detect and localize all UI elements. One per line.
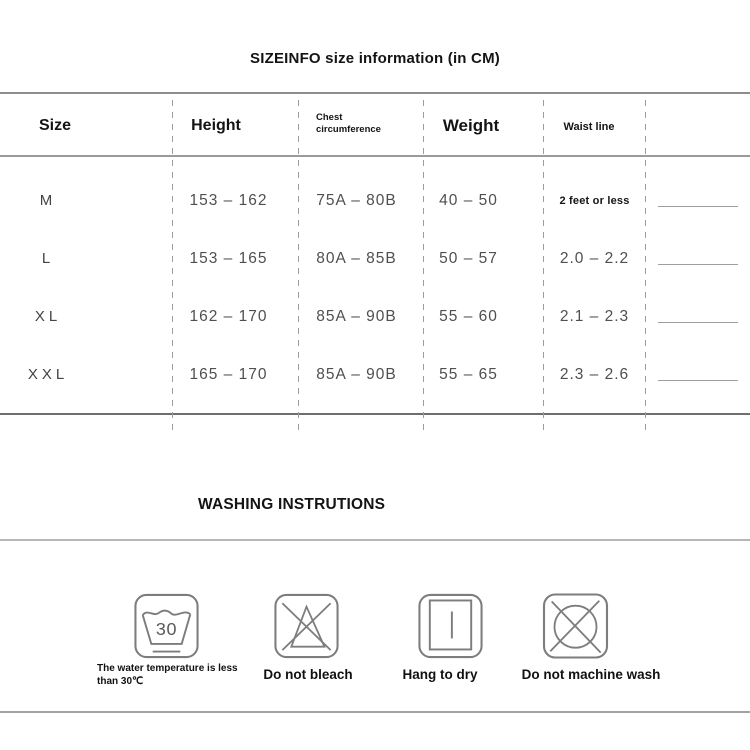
header-waistline: Waist line [563, 121, 615, 133]
chest-cell: 85A – 90B [316, 366, 397, 383]
waistline-blank-line [658, 322, 738, 323]
header-chest: Chest circumference [316, 112, 381, 135]
weight-cell: 40 – 50 [439, 192, 498, 209]
waistline-cell: 2.3 – 2.6 [559, 366, 630, 383]
waistline-blank-line [658, 264, 738, 265]
header-weight: Weight [442, 116, 500, 135]
wash-temp-label: 30 [155, 618, 178, 639]
size-cell: M [39, 192, 57, 209]
weight-cell: 50 – 57 [439, 250, 498, 267]
size-cell: XXL [27, 366, 69, 383]
section-divider [0, 539, 750, 541]
weight-cell: 55 – 60 [439, 308, 498, 325]
waistline-cell: 2.0 – 2.2 [559, 250, 630, 267]
table-row [0, 172, 750, 230]
do-not-bleach-icon [272, 591, 341, 661]
chest-cell: 80A – 85B [316, 250, 397, 267]
table-row [0, 288, 750, 346]
do-not-bleach-caption: Do not bleach [263, 667, 353, 682]
header-height: Height [191, 117, 241, 134]
header-bottom-rule [0, 155, 750, 157]
waistline-cell: 2.1 – 2.3 [559, 308, 630, 325]
waistline-blank-line [658, 380, 738, 381]
size-cell: L [41, 250, 55, 267]
wash-30-icon [132, 591, 201, 661]
washing-instructions-title: WASHING INSTRUTIONS [198, 496, 386, 513]
height-cell: 153 – 165 [189, 250, 268, 267]
hang-to-dry-icon [416, 591, 485, 661]
size-cell: XL [34, 308, 62, 325]
table-bottom-rule [0, 413, 750, 415]
wash-temp-caption: The water temperature is less than 30℃ [97, 663, 238, 687]
height-cell: 153 – 162 [189, 192, 268, 209]
do-not-machine-wash-caption: Do not machine wash [521, 667, 661, 682]
table-row [0, 346, 750, 404]
hang-to-dry-caption: Hang to dry [402, 667, 478, 682]
weight-cell: 55 – 65 [439, 366, 498, 383]
waistline-cell: 2 feet or less [559, 195, 630, 207]
page-title: SIZEINFO size information (in CM) [250, 50, 500, 67]
height-cell: 165 – 170 [189, 366, 268, 383]
bottom-divider [0, 711, 750, 713]
chest-cell: 85A – 90B [316, 308, 397, 325]
chest-cell: 75A – 80B [316, 192, 397, 209]
table-top-rule [0, 92, 750, 94]
header-size: Size [38, 117, 71, 134]
waistline-blank-line [658, 206, 738, 207]
height-cell: 162 – 170 [189, 308, 268, 325]
table-row [0, 230, 750, 288]
do-not-machine-wash-icon [540, 591, 611, 661]
